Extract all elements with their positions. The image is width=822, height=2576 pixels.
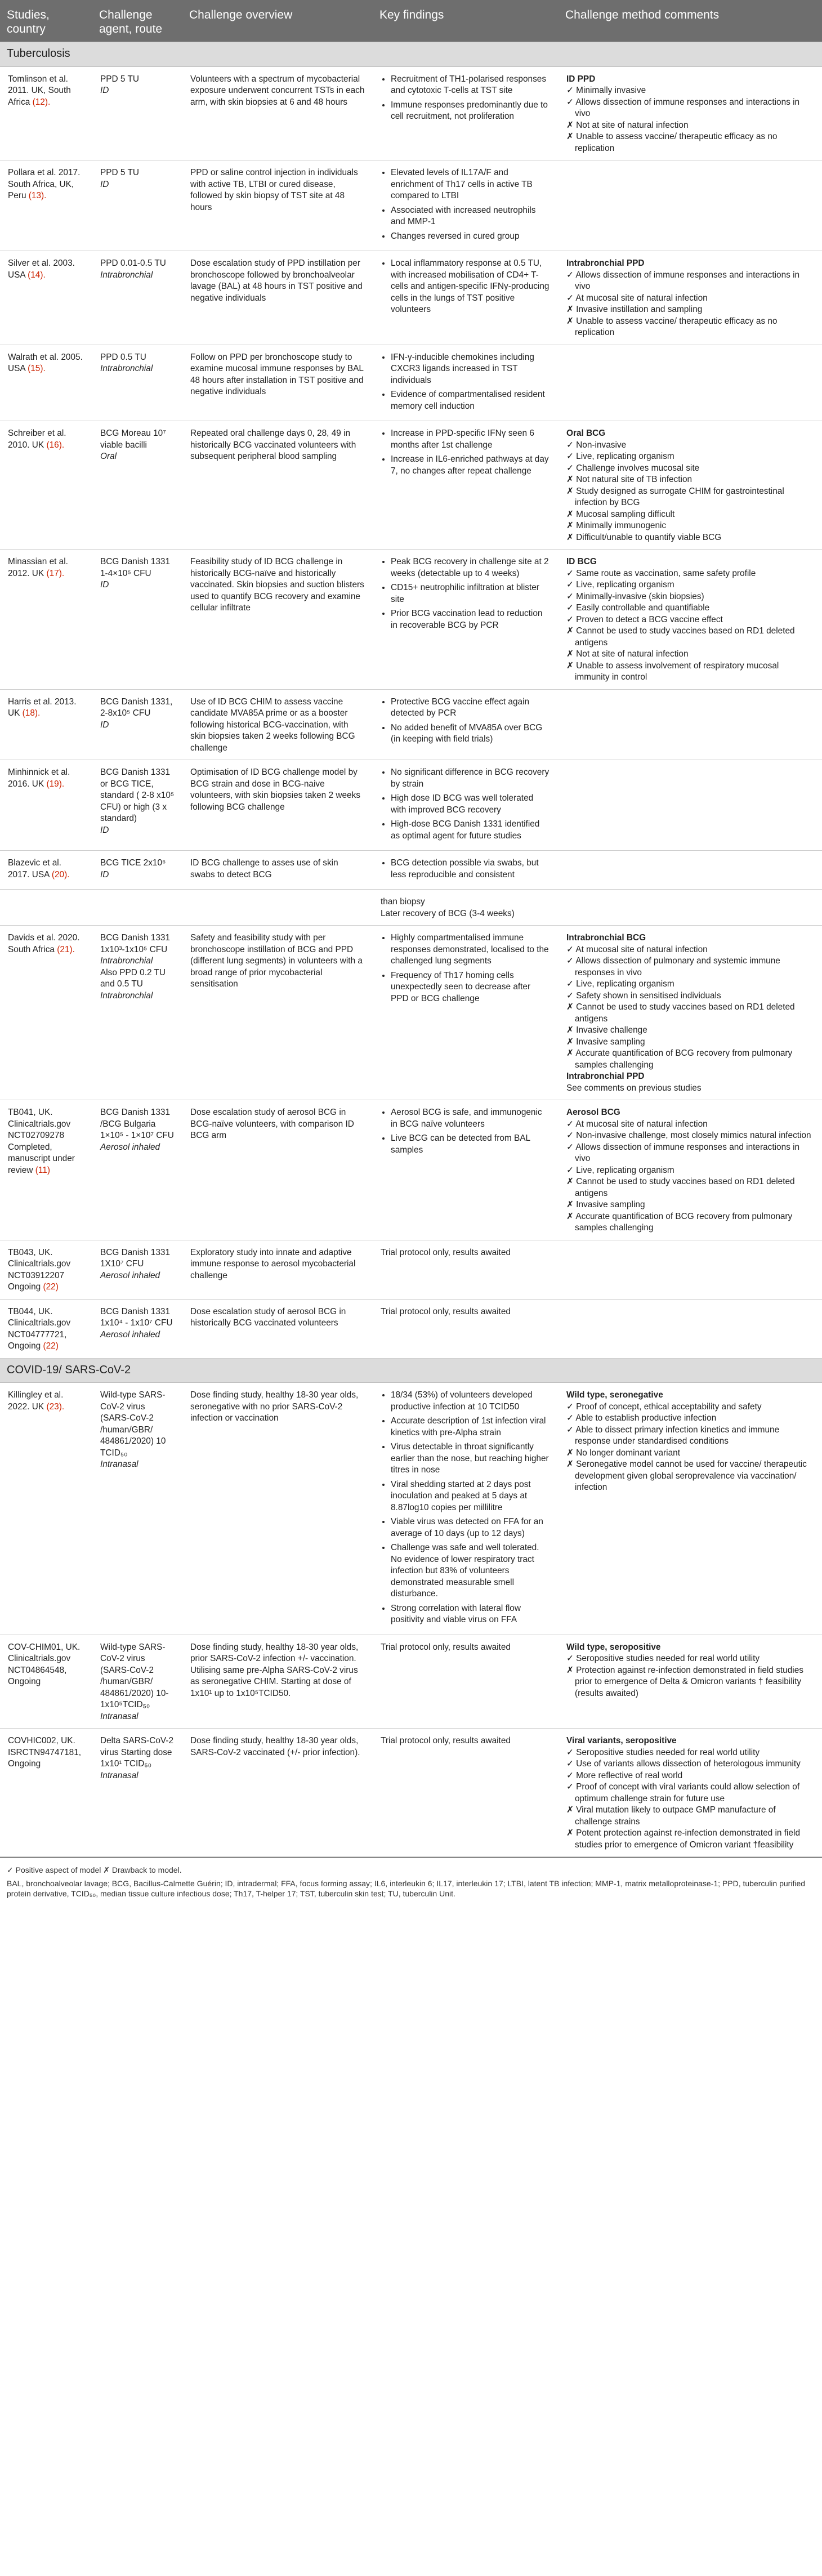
agent-cell: [92, 1100, 182, 1240]
overview-cell: Feasibility study of ID BCG challenge in historically BCG-naïve and historically vaccinated. Skin biopsies and suction blisters used to quantify BCG recovery and examine cellular infiltrate: [182, 550, 373, 690]
continuation-cell: [373, 890, 559, 926]
agent-text: BCG Danish 1331 1x10⁴ - 1x10⁷ CFU: [100, 1306, 173, 1328]
finding-item: • Strong correlation with lateral flow positivity and viable virus on FFA: [391, 1603, 551, 1626]
overview-cell: Dose finding study, healthy 18-30 year olds, seronegative with no prior SARS-CoV-2 infection or vaccination: [182, 1383, 373, 1635]
finding-item: • IFN-γ-inducible chemokines including CXCR3 ligands increased in TST individuals: [391, 352, 551, 387]
method-cell: [559, 1383, 822, 1635]
overview-cell: Use of ID BCG CHIM to assess vaccine candidate MVA85A prime or as a booster following historical BCG-vaccination, with skin biopsies taken 2 weeks following BCG challenge: [182, 689, 373, 760]
method-item: ✓ Allows dissection of pulmonary and systemic immune responses in vivo: [566, 956, 780, 977]
finding-item: • BCG detection possible via swabs, but less reproducible and consistent: [391, 858, 551, 881]
agent-text: PPD 5 TU: [100, 74, 139, 84]
method-item: ✓ At mucosal site of natural infection: [566, 944, 708, 954]
method-item: ✓ Use of variants allows dissection of heterologous immunity: [566, 1759, 801, 1769]
method-item: ✓ Live, replicating organism: [566, 1165, 674, 1175]
method-item: ✓ Seropositive studies needed for real world utility: [566, 1654, 760, 1663]
route-text: Intranasal: [100, 1770, 139, 1780]
method-title: Intrabronchial PPD: [566, 1072, 645, 1081]
findings-cell: [373, 926, 559, 1100]
method-item: ✓ Same route as vaccination, same safety profile: [566, 568, 756, 578]
method-item: ✗ Seronegative model cannot be used for vaccine/ therapeutic development given global seroprevalence via vaccination/ infection: [566, 1459, 807, 1492]
study-cell: [0, 1635, 92, 1729]
findings-list: [381, 74, 551, 123]
method-item: ✓ Minimally invasive: [566, 86, 646, 95]
findings-cell: [373, 160, 559, 251]
route-text: Intranasal: [100, 1459, 139, 1469]
method-item: ✗ Unable to assess involvement of respiratory mucosal immunity in control: [566, 660, 779, 682]
study-cell: [0, 251, 92, 345]
section-title: Tuberculosis: [0, 42, 822, 67]
agent-cell: [92, 550, 182, 690]
agent-cell: [92, 345, 182, 421]
method-item: ✗ Mucosal sampling difficult: [566, 509, 675, 519]
reference-link[interactable]: (17).: [46, 568, 65, 578]
table-row: [0, 890, 822, 926]
method-cell: [559, 1635, 822, 1729]
finding-item: • Frequency of Th17 homing cells unexpectedly seen to decrease after PPD or BCG challenge: [391, 970, 551, 1005]
table-row: [0, 550, 822, 690]
overview-cell: Volunteers with a spectrum of mycobacterial exposure underwent concurrent TSTs in each arm, with skin biopsies at 6 and 48 hours: [182, 66, 373, 160]
method-item: ✓ Challenge involves mucosal site: [566, 463, 700, 473]
table-row: [0, 345, 822, 421]
method-title: ID BCG: [566, 557, 597, 566]
method-item: ✓ Non-invasive challenge, most closely mimics natural infection: [566, 1131, 811, 1140]
agent-text: Delta SARS-CoV-2 virus Starting dose 1x10¹ TCID₅₀: [100, 1736, 174, 1769]
finding-item: • Increase in PPD-specific IFNγ seen 6 months after 1st challenge: [391, 428, 551, 451]
findings-cell: [373, 251, 559, 345]
section-row-covid: [0, 1358, 822, 1383]
findings-list: [381, 428, 551, 477]
reference-link[interactable]: (20).: [51, 869, 70, 879]
agent-cell: [92, 689, 182, 760]
reference-link[interactable]: (12).: [32, 97, 51, 107]
reference-link[interactable]: (22): [43, 1282, 59, 1292]
footnote: [0, 1857, 822, 1899]
header-method: Challenge method comments: [559, 0, 822, 42]
header-findings: Key findings: [373, 0, 559, 42]
study-name: Silver et al. 2003. USA: [8, 258, 75, 280]
agent-text: BCG Danish 1331 1X10⁷ CFU: [100, 1247, 171, 1269]
study-name: TB044, UK. Clinicaltrials.gov NCT04777721, Ongoing: [8, 1306, 71, 1351]
finding-item: • CD15+ neutrophilic infiltration at blister site: [391, 582, 551, 605]
agent-cell: [92, 160, 182, 251]
route-text: Intrabronchial: [100, 364, 153, 373]
findings-list: [381, 932, 551, 1004]
findings-cell: [373, 550, 559, 690]
method-item: ✗ Accurate quantification of BCG recovery from pulmonary samples challenging: [566, 1211, 793, 1233]
study-name: Schreiber et al. 2010. UK: [8, 428, 66, 450]
method-item: ✗ Not at site of natural infection: [566, 120, 689, 130]
overview-cell: Dose escalation study of aerosol BCG in historically BCG vaccinated volunteers: [182, 1299, 373, 1358]
overview-cell: Exploratory study into innate and adaptive immune response to aerosol mycobacterial challenge: [182, 1240, 373, 1299]
method-cell: [559, 1299, 822, 1358]
method-item: ✓ At mucosal site of natural infection: [566, 1119, 708, 1129]
agent-text: BCG TICE 2x10⁶: [100, 858, 166, 868]
section-row-tuberculosis: [0, 42, 822, 67]
method-item: ✗ Study designed as surrogate CHIM for gastrointestinal infection by BCG: [566, 486, 784, 507]
agent-cell: [92, 1299, 182, 1358]
study-cell: [0, 1383, 92, 1635]
agent-cell: [92, 760, 182, 851]
finding-item: • Increase in IL6-enriched pathways at day 7, no changes after repeat challenge: [391, 454, 551, 477]
method-cell: [559, 851, 822, 890]
method-item: ✓ Live, replicating organism: [566, 452, 674, 461]
table-row: [0, 1299, 822, 1358]
agent-text: BCG Danish 1331 1x10³-1x10⁵ CFU: [100, 933, 171, 954]
finding-item: • Viable virus was detected on FFA for an average of 10 days (up to 12 days): [391, 1516, 551, 1539]
study-cell: [0, 1100, 92, 1240]
reference-link[interactable]: (22): [43, 1341, 59, 1351]
finding-item: • Evidence of compartmentalised resident memory cell induction: [391, 389, 551, 412]
method-title: ID PPD: [566, 74, 596, 84]
reference-link[interactable]: (11): [35, 1165, 50, 1175]
findings-cell: [373, 851, 559, 890]
route-text: Intranasal: [100, 1711, 139, 1721]
method-item: ✗ Minimally immunogenic: [566, 521, 667, 530]
table-row: [0, 421, 822, 550]
overview-cell: Dose finding study, healthy 18-30 year olds, SARS-CoV-2 vaccinated (+/- prior infection).: [182, 1729, 373, 1857]
method-item: ✗ Invasive sampling: [566, 1200, 645, 1209]
study-name: Pollara et al. 2017. South Africa, UK, Peru: [8, 168, 81, 200]
study-name: Minhinnick et al. 2016. UK: [8, 767, 70, 789]
method-item: ✓ Easily controllable and quantifiable: [566, 603, 710, 613]
study-name: Tomlinson et al. 2011. UK, South Africa: [8, 74, 71, 107]
finding-text: Later recovery of BCG (3-4 weeks): [381, 908, 515, 918]
findings-cell: [373, 1635, 559, 1729]
finding-item: • 18/34 (53%) of volunteers developed productive infection at 10 TCID50: [391, 1390, 551, 1413]
finding-item: • High dose ID BCG was well tolerated with improved BCG recovery: [391, 793, 551, 816]
agent-cell: [92, 66, 182, 160]
route-text: Aerosol inhaled: [100, 1270, 160, 1280]
method-title: Aerosol BCG: [566, 1108, 620, 1117]
continuation-cell: [559, 890, 822, 926]
method-cell: [559, 66, 822, 160]
study-name: TB043, UK. Clinicaltrials.gov NCT03912207 Ongoing: [8, 1247, 71, 1292]
method-item: ✗ Invasive sampling: [566, 1037, 645, 1047]
agent-text: BCG Danish 1331 or BCG TICE, standard ( 2-8 x10⁵ CFU) or high (3 x standard): [100, 767, 175, 823]
agent-text: PPD 5 TU: [100, 168, 139, 177]
study-cell: [0, 421, 92, 550]
finding-item: • Accurate description of 1st infection viral kinetics with pre-Alpha strain: [391, 1416, 551, 1439]
study-cell: [0, 66, 92, 160]
overview-cell: Optimisation of ID BCG challenge model by BCG strain and dose in BCG-naive volunteers, with skin biopsies taken 2 weeks following BCG challenge: [182, 760, 373, 851]
header-studies: Studies, country: [0, 0, 92, 42]
route-text: ID: [100, 86, 109, 95]
method-cell: [559, 251, 822, 345]
findings-cell: [373, 689, 559, 760]
reference-link[interactable]: (16).: [46, 440, 65, 450]
overview-cell: ID BCG challenge to asses use of skin swabs to detect BCG: [182, 851, 373, 890]
finding-item: • Prior BCG vaccination lead to reduction in recoverable BCG by PCR: [391, 608, 551, 631]
method-item: ✓ Non-invasive: [566, 440, 627, 450]
method-title: Viral variants, seropositive: [566, 1736, 677, 1745]
method-cell: [559, 160, 822, 251]
reference-link[interactable]: (13).: [28, 191, 47, 200]
agent-cell: [92, 1635, 182, 1729]
agent-text: Also PPD 0.2 TU and 0.5 TU: [100, 967, 166, 989]
finding-item: • Live BCG can be detected from BAL samples: [391, 1133, 551, 1156]
table-row: [0, 1383, 822, 1635]
table-row: [0, 160, 822, 251]
table-row: [0, 1240, 822, 1299]
method-item: ✗ Not at site of natural infection: [566, 649, 689, 659]
agent-cell: [92, 251, 182, 345]
agent-text: BCG Moreau 10⁷ viable bacilli: [100, 428, 166, 450]
study-cell: [0, 550, 92, 690]
route-text: ID: [100, 179, 109, 189]
overview-cell: Dose escalation study of PPD instillation per bronchoscope followed by bronchoalveolar lavage (BAL) at 48 hours in TST positive and negative individuals: [182, 251, 373, 345]
table-row: [0, 251, 822, 345]
overview-cell: Safety and feasibility study with per bronchoscope instillation of BCG and PPD (different lung segments) in volunteers with a broad range of prior mycobacterial sensitisation: [182, 926, 373, 1100]
finding-item: • Immune responses predominantly due to cell recruitment, not proliferation: [391, 100, 551, 123]
findings-list: [381, 167, 551, 242]
study-name: COV-CHIM01, UK. Clinicaltrials.gov NCT04864548, Ongoing: [8, 1642, 81, 1686]
finding-item: • Aerosol BCG is safe, and immunogenic in BCG naïve volunteers: [391, 1107, 551, 1130]
continuation-cell: [92, 890, 182, 926]
method-item: ✓ Proof of concept, ethical acceptability and safety: [566, 1401, 762, 1412]
agent-text: PPD 0.5 TU: [100, 352, 146, 362]
table-row: [0, 926, 822, 1100]
table-row: [0, 1729, 822, 1857]
continuation-cell: [0, 890, 92, 926]
agent-text: PPD 0.01-0.5 TU: [100, 258, 166, 268]
study-name: Walrath et al. 2005. USA: [8, 352, 83, 373]
agent-cell: [92, 421, 182, 550]
finding-text: Trial protocol only, results awaited: [381, 1736, 511, 1745]
table-row: [0, 851, 822, 890]
method-item: ✗ Unable to assess vaccine/ therapeutic efficacy as no replication: [566, 132, 778, 153]
method-item: See comments on previous studies: [566, 1083, 702, 1093]
method-item: ✗ Cannot be used to study vaccines based on RD1 deleted antigens: [566, 1177, 795, 1198]
finding-item: • High-dose BCG Danish 1331 identified as optimal agent for future studies: [391, 819, 551, 842]
route-text: ID: [100, 825, 109, 835]
study-cell: [0, 760, 92, 851]
method-title: Intrabronchial PPD: [566, 258, 645, 268]
method-item: ✗ Invasive instillation and sampling: [566, 305, 703, 314]
method-item: ✓ Able to dissect primary infection kinetics and immune response under standardised conditions: [566, 1425, 780, 1446]
method-cell: [559, 760, 822, 851]
method-item: ✗ Invasive challenge: [566, 1025, 647, 1035]
agent-text: BCG Danish 1331, 2-8x10⁵ CFU: [100, 697, 173, 718]
header-agent: Challenge agent, route: [92, 0, 182, 42]
study-cell: [0, 1299, 92, 1358]
method-item: ✗ Unable to assess vaccine/ therapeutic efficacy as no replication: [566, 316, 778, 337]
agent-cell: [92, 851, 182, 890]
method-item: ✗ Protection against re-infection demonstrated in field studies prior to emergence of Delta & Omicron variants † feasibility (results awaited): [566, 1665, 803, 1698]
method-cell: [559, 926, 822, 1100]
reference-link[interactable]: (15).: [28, 364, 46, 373]
finding-text: Trial protocol only, results awaited: [381, 1247, 511, 1257]
agent-text: Wild-type SARS-CoV-2 virus (SARS-CoV-2 /human/GBR/ 484861/2020) 10-1x10⁵TCID₅₀: [100, 1642, 169, 1709]
finding-item: • Peak BCG recovery in challenge site at 2 weeks (detectable up to 4 weeks): [391, 556, 551, 579]
method-item: ✓ Live, replicating organism: [566, 580, 674, 590]
method-cell: [559, 345, 822, 421]
overview-cell: Repeated oral challenge days 0, 28, 49 in historically BCG vaccinated volunteers with subsequent peripheral blood sampling: [182, 421, 373, 550]
study-name: Killingley et al. 2022. UK: [8, 1390, 64, 1412]
study-name: TB041, UK. Clinicaltrials.gov NCT02709278 Completed, manuscript under review: [8, 1108, 75, 1175]
method-item: ✗ Difficult/unable to quantify viable BCG: [566, 532, 722, 542]
findings-cell: [373, 1100, 559, 1240]
route-text: Aerosol inhaled: [100, 1142, 160, 1152]
findings-cell: [373, 1240, 559, 1299]
method-item: ✓ Allows dissection of immune responses and interactions in vivo: [566, 97, 800, 118]
agent-text: BCG Danish 1331 1-4×10⁵ CFU: [100, 557, 171, 578]
findings-list: [381, 556, 551, 631]
route-text: Intrabronchial: [100, 270, 153, 280]
finding-item: • Highly compartmentalised immune responses demonstrated, localised to the challenged lung segments: [391, 932, 551, 967]
findings-cell: [373, 1729, 559, 1857]
method-item: ✓ Proof of concept with viral variants could allow selection of optimum challenge strain for future use: [566, 1782, 800, 1803]
method-item: ✓ Able to establish productive infection: [566, 1413, 717, 1423]
findings-cell: [373, 421, 559, 550]
findings-list: [381, 258, 551, 316]
route-text: Aerosol inhaled: [100, 1329, 160, 1340]
study-name: Minassian et al. 2012. UK: [8, 557, 68, 578]
finding-item: • Challenge was safe and well tolerated. No evidence of lower respiratory tract infection but 83% of volunteers demonstrated measurable smell disturbance.: [391, 1542, 551, 1600]
study-cell: [0, 926, 92, 1100]
finding-item: • Changes reversed in cured group: [391, 231, 551, 243]
method-item: ✓ At mucosal site of natural infection: [566, 293, 708, 303]
finding-text: than biopsy: [381, 897, 425, 907]
overview-cell: Dose finding study, healthy 18-30 year olds, prior SARS-CoV-2 infection +/- vaccination. Utilising same pre-Alpha SARS-CoV-2 virus as seronegative CHIM. Starting at dose of 1x10¹ up to 1x10⁵TCID50.: [182, 1635, 373, 1729]
findings-list: [381, 1107, 551, 1156]
overview-cell: PPD or saline control injection in individuals with active TB, LTBI or cured disease, followed by skin biopsy of TST site at 48 hours: [182, 160, 373, 251]
study-cell: [0, 345, 92, 421]
agent-cell: [92, 926, 182, 1100]
method-title: Wild type, seronegative: [566, 1390, 663, 1400]
footnote-abbreviations: BAL, bronchoalveolar lavage; BCG, Bacillus-Calmette Guérin; ID, intradermal; FFA, focus forming assay; IL6, interleukin 6; IL17, interleukin 17; LTBI, latent TB infection; MMP-1, matrix metalloproteinase-1; PPD, tuberculin purified protein derivative, TCID₅₀, median tissue culture infectious dose; Th17, T-helper 17; TST, tuberculin skin test; TU, tuberculin Unit.: [7, 1879, 806, 1898]
method-title: Oral BCG: [566, 428, 606, 438]
study-cell: [0, 689, 92, 760]
reference-link[interactable]: (18).: [22, 708, 41, 718]
findings-list: [381, 1390, 551, 1626]
table-row: [0, 1100, 822, 1240]
agent-text: BCG Danish 1331 /BCG Bulgaria 1×10⁵ - 1×10⁷ CFU: [100, 1108, 174, 1140]
method-item: ✓ Proven to detect a BCG vaccine effect: [566, 614, 723, 624]
table-row: [0, 1635, 822, 1729]
findings-list: [381, 352, 551, 413]
finding-item: • Elevated levels of IL17A/F and enrichment of Th17 cells in active TB compared to LTBI: [391, 167, 551, 202]
findings-cell: [373, 1383, 559, 1635]
method-title: Wild type, seropositive: [566, 1642, 661, 1652]
method-cell: [559, 689, 822, 760]
table-row: [0, 66, 822, 160]
findings-cell: [373, 345, 559, 421]
method-cell: [559, 1240, 822, 1299]
findings-list: [381, 697, 551, 745]
route-text: ID: [100, 869, 109, 879]
study-name: Blazevic et al. 2017. USA: [8, 858, 61, 879]
finding-item: • Protective BCG vaccine effect again detected by PCR: [391, 697, 551, 720]
method-item: ✗ Viral mutation likely to outpace GMP manufacture of challenge strains: [566, 1805, 776, 1827]
route-text: Intrabronchial: [100, 956, 153, 966]
agent-text: Wild-type SARS-CoV-2 virus (SARS-CoV-2 /human/GBR/ 484861/2020) 10 TCID₅₀: [100, 1390, 166, 1458]
finding-text: Trial protocol only, results awaited: [381, 1642, 511, 1652]
method-item: ✓ Minimally-invasive (skin biopsies): [566, 591, 704, 601]
method-item: ✓ More reflective of real world: [566, 1770, 683, 1780]
method-item: ✗ No longer dominant variant: [566, 1448, 680, 1458]
route-text: ID: [100, 720, 109, 730]
method-item: ✗ Potent protection against re-infection demonstrated in field studies prior to emergence of Omicron variant †feasibility: [566, 1828, 800, 1850]
overview-cell: Dose escalation study of aerosol BCG in BCG-naïve volunteers, with comparison ID BCG arm: [182, 1100, 373, 1240]
finding-text: Trial protocol only, results awaited: [381, 1306, 511, 1316]
method-cell: [559, 1729, 822, 1857]
study-cell: [0, 1729, 92, 1857]
finding-item: • Associated with increased neutrophils and MMP-1: [391, 205, 551, 228]
route-text: ID: [100, 580, 109, 590]
footnote-legend: ✓ Positive aspect of model ✗ Drawback to model.: [7, 1865, 182, 1874]
study-cell: [0, 160, 92, 251]
finding-item: • Local inflammatory response at 0.5 TU, with increased mobilisation of CD4+ T-cells and antigen-specific IFNγ-producing cells in the lungs of TST positive volunteers: [391, 258, 551, 316]
method-item: ✗ Cannot be used to study vaccines based on RD1 deleted antigens: [566, 626, 795, 648]
study-name: COVHIC002, UK. ISRCTN94747181, Ongoing: [8, 1736, 82, 1769]
reference-link[interactable]: (19).: [46, 779, 65, 789]
finding-item: • No added benefit of MVA85A over BCG (in keeping with field trials): [391, 722, 551, 745]
findings-cell: [373, 760, 559, 851]
findings-cell: [373, 1299, 559, 1358]
method-cell: [559, 550, 822, 690]
route-text: Intrabronchial: [100, 990, 153, 1001]
study-name: Harris et al. 2013. UK: [8, 697, 77, 718]
method-item: ✓ Allows dissection of immune responses and interactions in vivo: [566, 1142, 800, 1163]
header-overview: Challenge overview: [182, 0, 373, 42]
reference-link[interactable]: (21).: [57, 944, 75, 954]
method-item: ✗ Cannot be used to study vaccines based on RD1 deleted antigens: [566, 1002, 795, 1024]
continuation-cell: [182, 890, 373, 926]
agent-cell: [92, 1729, 182, 1857]
reference-link[interactable]: (23).: [46, 1401, 65, 1412]
study-cell: [0, 1240, 92, 1299]
agent-cell: [92, 1383, 182, 1635]
finding-item: • No significant difference in BCG recovery by strain: [391, 767, 551, 790]
method-item: ✓ Seropositive studies needed for real world utility: [566, 1747, 760, 1757]
findings-list: [381, 858, 551, 881]
section-title: COVID-19/ SARS-CoV-2: [0, 1358, 822, 1383]
table-header-row: [0, 0, 822, 42]
method-cell: [559, 1100, 822, 1240]
finding-item: • Recruitment of TH1-polarised responses and cytotoxic T-cells at TST site: [391, 74, 551, 97]
method-item: ✓ Allows dissection of immune responses and interactions in vivo: [566, 270, 800, 291]
overview-cell: Follow on PPD per bronchoscope study to examine mucosal immune responses by BAL 48 hours after installation in TST positive and negative individuals: [182, 345, 373, 421]
finding-item: • Viral shedding started at 2 days post inoculation and peaked at 5 days at 8.87log10 copies per millilitre: [391, 1479, 551, 1514]
findings-list: [381, 767, 551, 842]
method-item: ✗ Accurate quantification of BCG recovery from pulmonary samples challenging: [566, 1048, 793, 1070]
method-title: Intrabronchial BCG: [566, 933, 646, 943]
agent-cell: [92, 1240, 182, 1299]
findings-cell: [373, 66, 559, 160]
method-item: ✓ Live, replicating organism: [566, 979, 674, 989]
method-cell: [559, 421, 822, 550]
study-name: Davids et al. 2020. South Africa: [8, 933, 80, 954]
finding-item: • Virus detectable in throat significantly earlier than the nose, but reaching higher titres in nose: [391, 1441, 551, 1476]
table-row: [0, 760, 822, 851]
method-item: ✓ Safety shown in sensitised individuals: [566, 990, 721, 1001]
table-row: [0, 689, 822, 760]
reference-link[interactable]: (14).: [28, 270, 46, 280]
study-cell: [0, 851, 92, 890]
route-text: Oral: [100, 452, 117, 461]
method-item: ✗ Not natural site of TB infection: [566, 475, 693, 484]
